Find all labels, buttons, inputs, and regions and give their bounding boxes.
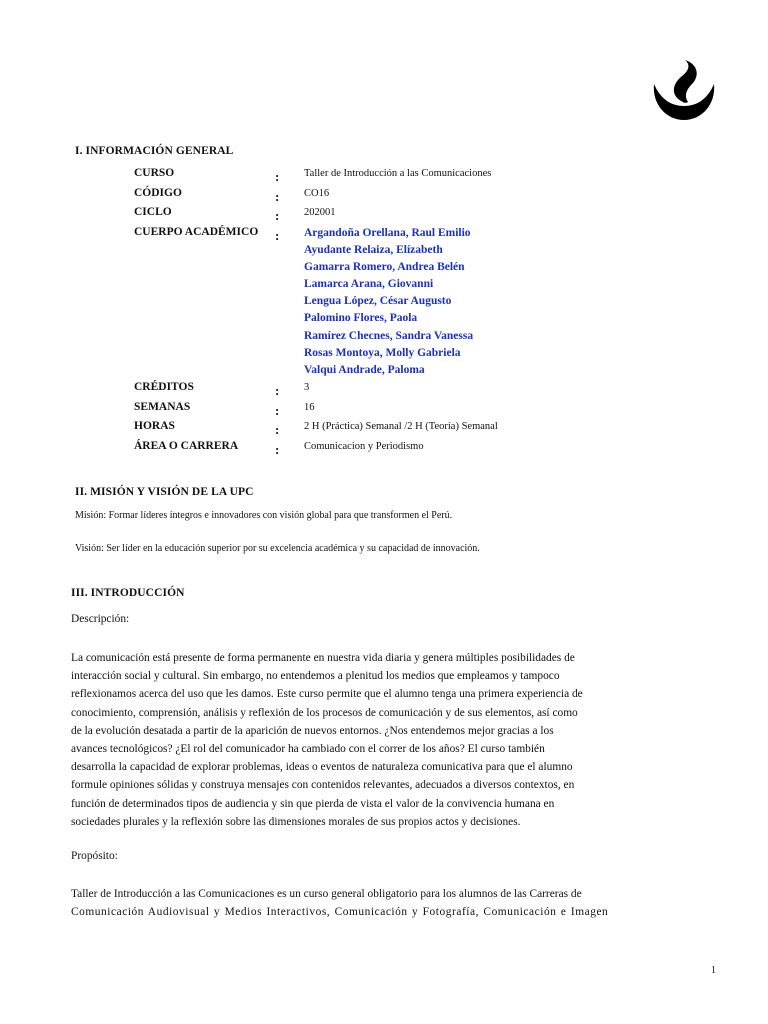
horas-value: 2 H (Práctica) Semanal /2 H (Teoría) Semanal bbox=[304, 421, 498, 432]
section-general-heading: I. INFORMACIÓN GENERAL bbox=[75, 145, 234, 157]
descripcion-label: Descripción: bbox=[71, 613, 130, 625]
page-number: 1 bbox=[711, 965, 716, 976]
faculty-member: Palomino Flores, Paola bbox=[304, 312, 418, 325]
paragraph-line: reflexionamos acerca del uso que les damos. Este curso permite que el alumno tenga una primera experiencia de bbox=[71, 688, 583, 701]
ciclo-label: CICLO bbox=[134, 206, 172, 218]
colon: : bbox=[275, 383, 280, 398]
colon: : bbox=[275, 169, 280, 184]
paragraph-line: conocimiento, comprensión, análisis y reflexión de los procesos de comunicación y de sus elementos, así como bbox=[71, 706, 578, 719]
faculty-member: Lamarca Arana, Giovanni bbox=[304, 278, 434, 291]
colon: : bbox=[275, 442, 280, 457]
paragraph-line: La comunicación está presente de forma permanente en nuestra vida diaria y genera múltiples posibilidades de bbox=[71, 652, 575, 664]
horas-label: HORAS bbox=[134, 420, 175, 432]
colon: : bbox=[275, 422, 280, 437]
area-carrera-label: ÁREA O CARRERA bbox=[134, 440, 239, 452]
paragraph-line: formule opiniones sólidas y construya mensajes con contenidos relevantes, adecuados a diversos contextos, en bbox=[71, 779, 575, 792]
area-carrera-value: Comunicacion y Periodismo bbox=[304, 441, 424, 452]
faculty-member: Argandoña Orellana, Raul Emilio bbox=[304, 227, 471, 239]
section-intro-heading: III. INTRODUCCIÓN bbox=[71, 587, 185, 599]
proposito-label: Propósito: bbox=[71, 850, 118, 862]
ciclo-value: 202001 bbox=[304, 207, 336, 218]
vision-text: Visión: Ser líder en la educación superior por su excelencia académica y su capacidad de innovación. bbox=[75, 543, 480, 554]
semanas-value: 16 bbox=[304, 402, 315, 413]
colon: : bbox=[275, 403, 280, 418]
paragraph-line: avances tecnológicos? ¿El rol del comunicador ha cambiado con el correr de los años? El curso también bbox=[71, 743, 545, 756]
creditos-label: CRÉDITOS bbox=[134, 381, 194, 393]
colon: : bbox=[275, 208, 280, 223]
paragraph-line: sociedades plurales y la reflexión sobre las dimensiones morales de sus propios actos y decisiones. bbox=[71, 815, 521, 828]
creditos-value: 3 bbox=[304, 382, 310, 393]
paragraph-line: interacción social y cultural. Sin embargo, no entendemos a plenitud los medios que empleamos y tampoco bbox=[71, 670, 560, 683]
faculty-member: Ayudante Relaiza, Elízabeth bbox=[304, 244, 443, 257]
faculty-member: Gamarra Romero, Andrea Belén bbox=[304, 261, 465, 274]
paragraph-line: Comunicación Audiovisual y Medios Interactivos, Comunicación y Fotografía, Comunicación e Imagen bbox=[71, 906, 609, 919]
codigo-label: CÓDIGO bbox=[134, 187, 182, 199]
colon: : bbox=[275, 228, 280, 243]
section-mission-heading: II. MISIÓN Y VISIÓN DE LA UPC bbox=[75, 486, 254, 498]
descripcion-paragraph bbox=[71, 649, 583, 831]
paragraph-line: Taller de Introducción a las Comunicaciones es un curso general obligatorio para los alumnos de las Carreras de bbox=[71, 888, 582, 900]
faculty-member: Valqui Andrade, Paloma bbox=[304, 363, 425, 376]
upc-logo-icon bbox=[650, 58, 718, 122]
faculty-list bbox=[304, 225, 473, 379]
colon: : bbox=[275, 189, 280, 204]
cuerpo-academico-label: CUERPO ACADÉMICO bbox=[134, 226, 259, 238]
paragraph-line: de la evolución desatada a partir de la aparición de nuevos entornos. ¿Nos entendemos mejor gracias a los bbox=[71, 724, 554, 737]
faculty-member: Rosas Montoya, Molly Gabriela bbox=[304, 346, 461, 359]
faculty-member: Ramírez Checnes, Sandra Vanessa bbox=[304, 329, 474, 342]
curso-label: CURSO bbox=[134, 167, 175, 179]
mision-text: Misión: Formar líderes íntegros e innovadores con visión global para que transformen el Perú. bbox=[75, 510, 453, 521]
paragraph-line: función de determinados tipos de audiencia y sin que pierda de vista el valor de la convivencia humana en bbox=[71, 797, 555, 810]
proposito-paragraph bbox=[71, 885, 608, 921]
codigo-value: CO16 bbox=[304, 188, 330, 199]
paragraph-line: desarrolla la capacidad de explorar problemas, ideas o eventos de naturaleza comunicativa para que el alumno bbox=[71, 761, 573, 774]
curso-value: Taller de Introducción a las Comunicaciones bbox=[304, 168, 492, 179]
faculty-member: Lengua López, César Augusto bbox=[304, 295, 452, 308]
semanas-label: SEMANAS bbox=[134, 401, 191, 413]
